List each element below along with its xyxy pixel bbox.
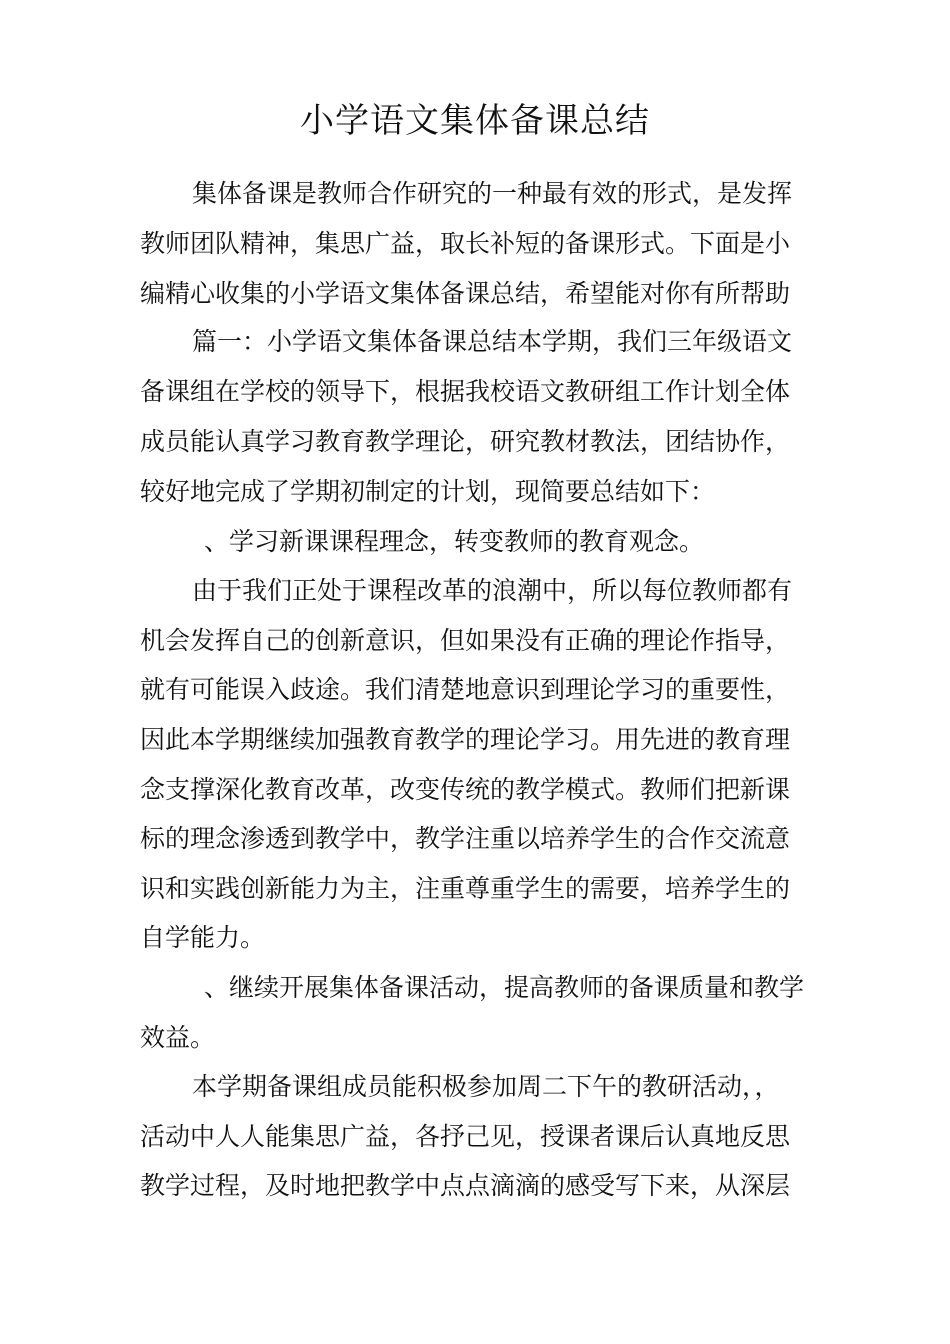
paragraph-line: 教师团队精神，集思广益，取长补短的备课形式。下面是小 [140, 229, 791, 258]
document-title: 小学语文集体备课总结 [300, 101, 650, 141]
paragraph-line: 篇一：小学语文集体备课总结本学期，我们三年级语文 [192, 327, 793, 356]
paragraph-line: 念支撑深化教育改革，改变传统的教学模式。教师们把新课 [140, 775, 791, 804]
paragraph-line: 识和实践创新能力为主，注重尊重学生的需要，培养学生的 [140, 874, 791, 903]
paragraph-line: 标的理念渗透到教学中，教学注重以培养学生的合作交流意 [140, 824, 791, 853]
paragraph-line: 教学过程，及时地把教学中点点滴滴的感受写下来，从深层 [140, 1171, 791, 1200]
paragraph-line: 效益。 [140, 1023, 216, 1052]
paragraph-line: 就有可能误入歧途。我们清楚地意识到理论学习的重要性， [140, 675, 791, 704]
section-heading: 、学习新课课程理念，转变教师的教育观念。 [204, 527, 705, 556]
paragraph-line: 本学期备课组成员能积极参加周二下午的教研活动，， [192, 1072, 780, 1101]
paragraph-line: 编精心收集的小学语文集体备课总结，希望能对你有所帮助 [140, 279, 791, 308]
paragraph-line: 由于我们正处于课程改革的浪潮中，所以每位教师都有 [192, 576, 793, 605]
paragraph-line: 成员能认真学习教育教学理论，研究教材教法，团结协作， [140, 427, 791, 456]
paragraph-line: 集体备课是教师合作研究的一种最有效的形式，是发挥 [192, 179, 793, 208]
section-heading: 、继续开展集体备课活动，提高教师的备课质量和教学 [204, 973, 805, 1002]
paragraph-line: 活动中人人能集思广益，各抒己见，授课者课后认真地反思 [140, 1122, 791, 1151]
paragraph-line: 较好地完成了学期初制定的计划，现简要总结如下： [140, 477, 716, 506]
paragraph-line: 机会发挥自己的创新意识，但如果没有正确的理论作指导， [140, 626, 791, 655]
paragraph-line: 备课组在学校的领导下，根据我校语文教研组工作计划全体 [140, 377, 791, 406]
paragraph-line: 自学能力。 [140, 923, 266, 952]
paragraph-line: 因此本学期继续加强教育教学的理论学习。用先进的教育理 [140, 725, 791, 754]
